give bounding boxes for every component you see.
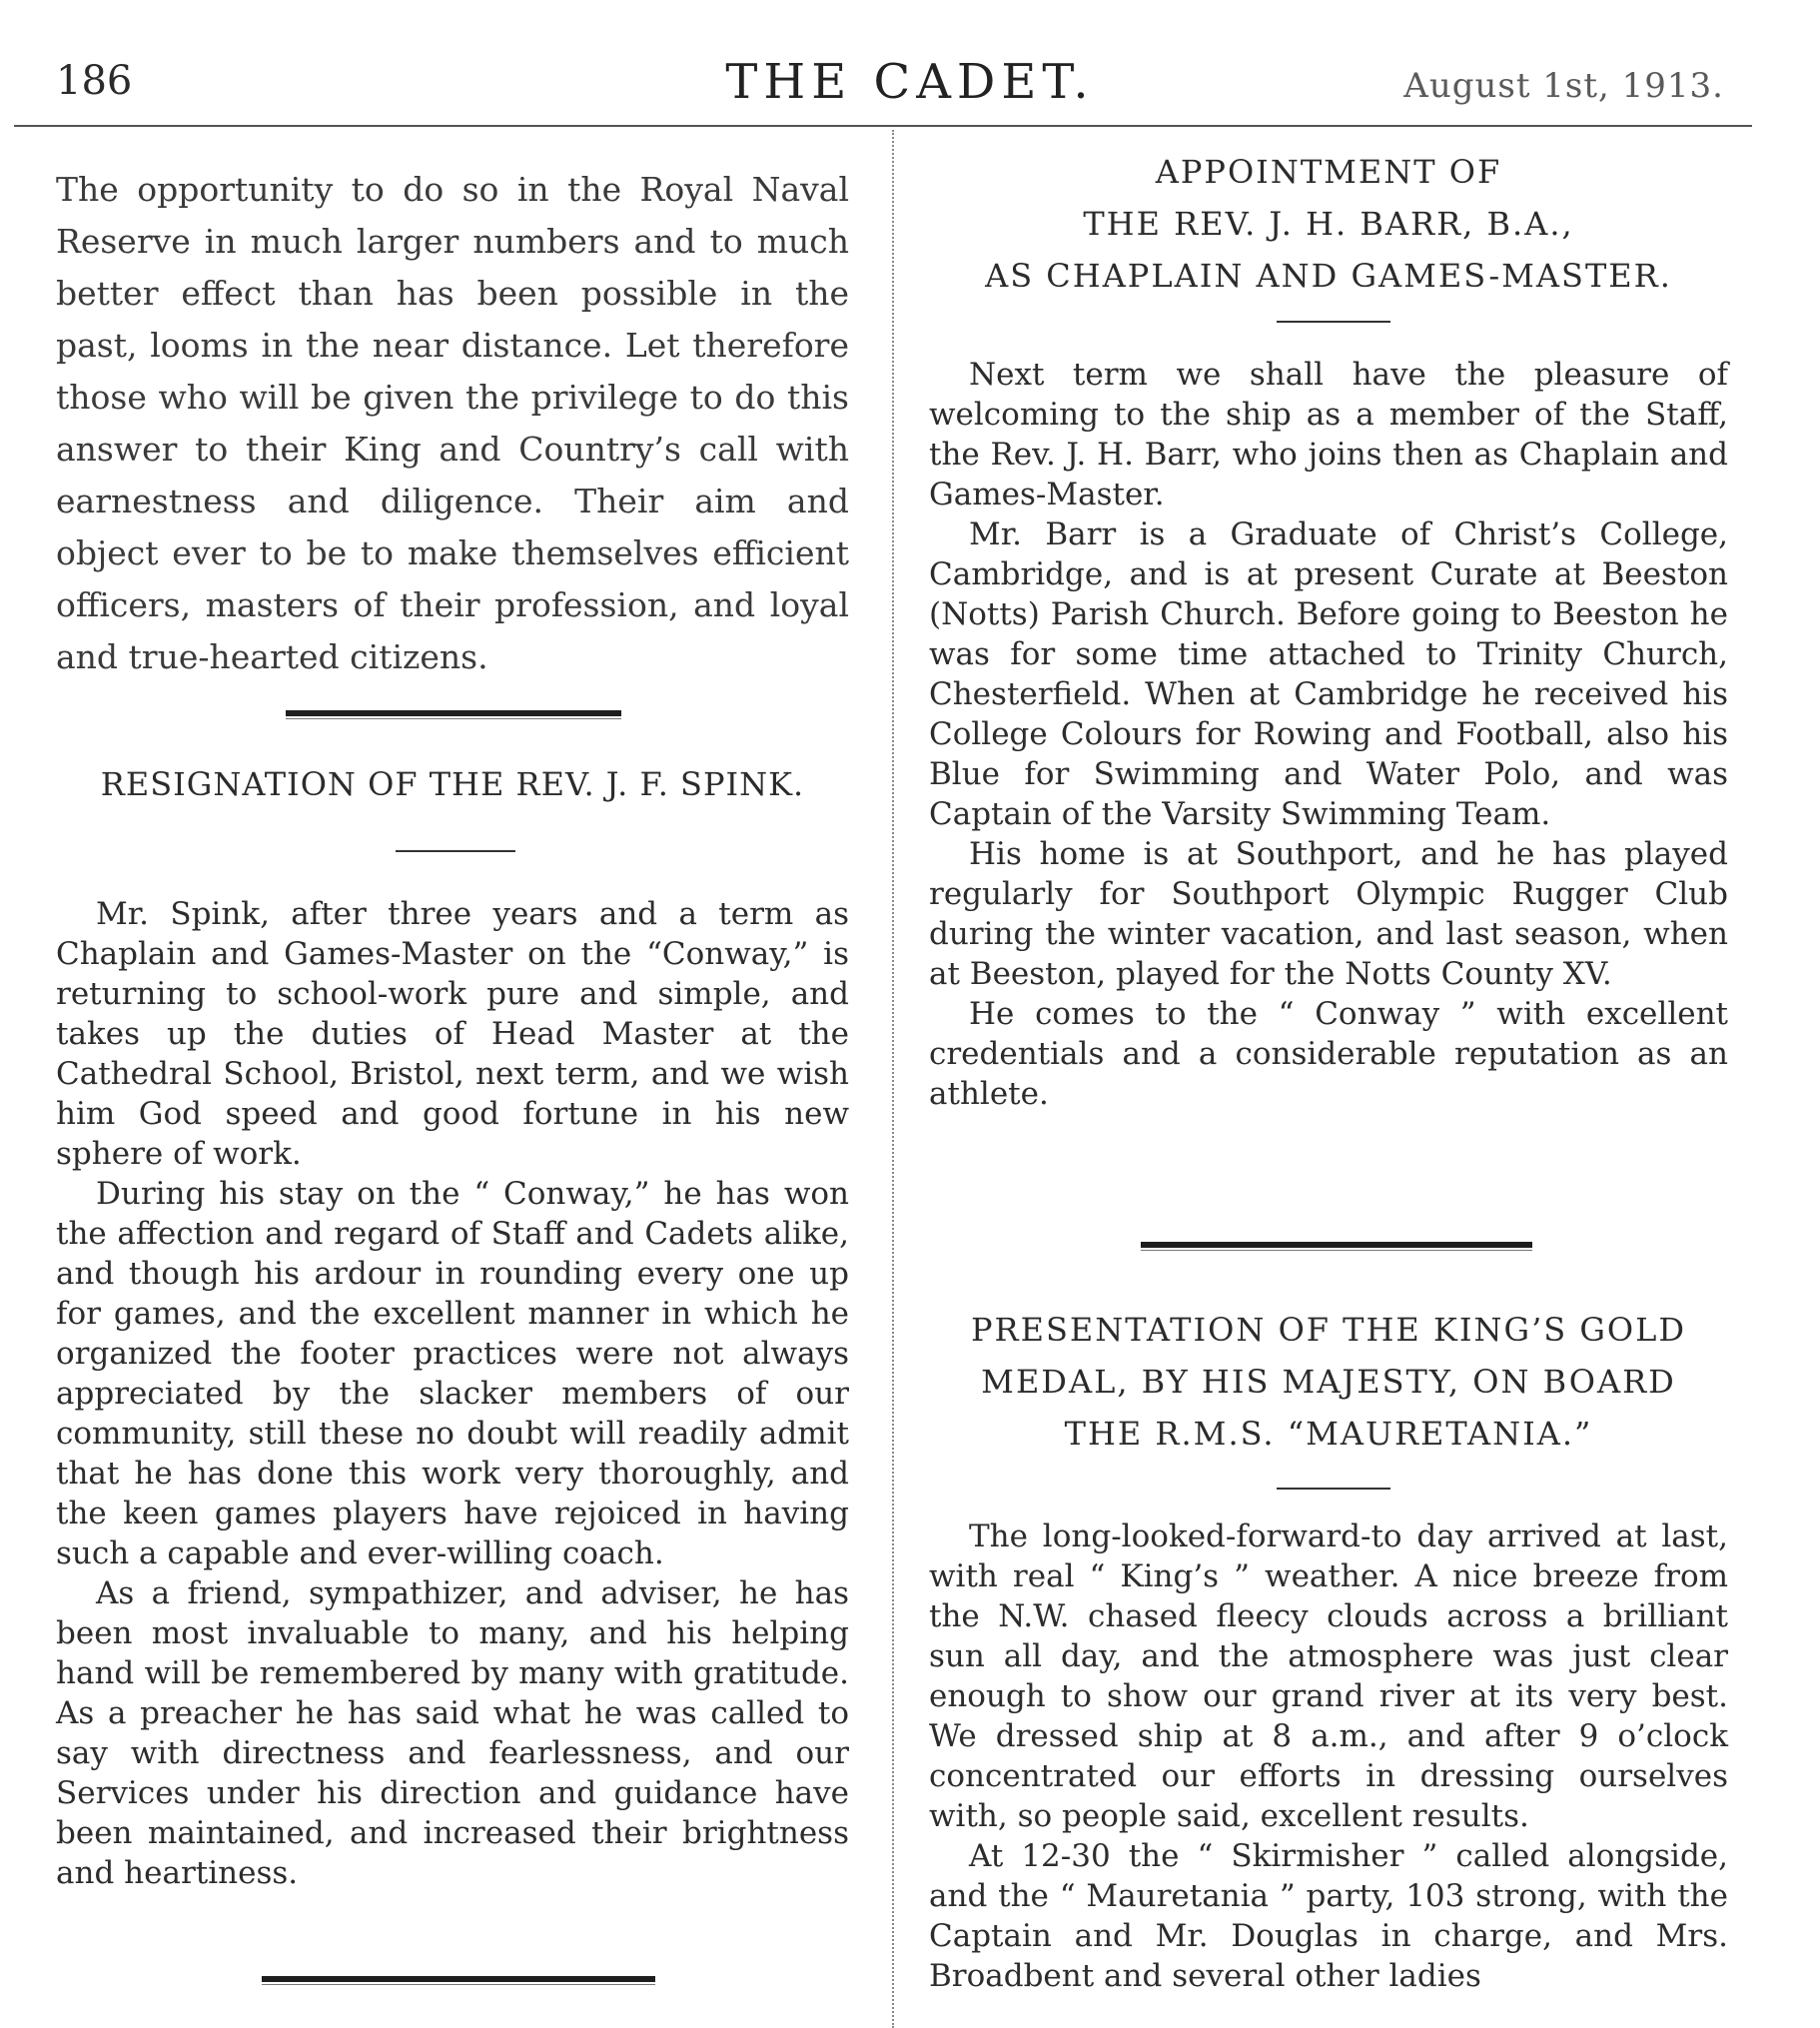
issue-date: August 1st, 1913. — [1403, 66, 1724, 106]
article-paragraph: As a friend, sympathizer, and adviser, he has been most invaluable to many, and his helping hand will be remembered by many with gratitude. As a preacher he has said what he was called to say with directness and fearlessness, and our Services under his direction and guidance have been maintained, and increased their brightness and heartiness. — [56, 1575, 849, 1891]
medal-article-body — [929, 1517, 1728, 1996]
spink-article-body — [56, 894, 849, 1893]
column-divider — [892, 130, 894, 2028]
publication-title: THE CADET. — [725, 54, 1095, 110]
section-separator-rule — [1141, 1242, 1532, 1248]
header-rule — [14, 125, 1752, 127]
article-paragraph: During his stay on the “ Conway,” he has won the affection and regard of Staff and Cadets alike, and though his ardour in rounding every one up for games, and the excellent manner in which he organized the footer practices were not always appreciated by the slacker members of our community, still these no doubt will readily admit that he has done this work very thoroughly, and the keen games players have rejoiced in having such a capable and ever-willing coach. — [56, 1176, 849, 1571]
barr-article-body — [929, 355, 1728, 1114]
heading-line: THE REV. J. H. BARR, B.A., — [1083, 205, 1574, 243]
heading-line: APPOINTMENT OF — [1155, 153, 1502, 191]
spink-article-heading: RESIGNATION OF THE REV. J. F. SPINK. — [100, 765, 805, 803]
section-separator-rule — [286, 710, 621, 716]
article-paragraph: Mr. Barr is a Graduate of Christ’s College, Cambridge, and is at present Curate at Beeston (Notts) Parish Church. Before going to Beeston he was for some time attached to Trinity Church, Chesterfield. When at Cambridge he received his College Colours for Rowing and Football, also his Blue for Swimming and Water Polo, and was Captain of the Varsity Swimming Team. — [929, 516, 1728, 832]
heading-line: AS CHAPLAIN AND GAMES-MASTER. — [985, 257, 1672, 295]
barr-article-heading — [929, 146, 1728, 302]
article-paragraph: Mr. Spink, after three years and a term as Chaplain and Games-Master on the “Conway,” is returning to school-work pure and simple, and takes up the duties of Head Master at the Cathedral School, Bristol, next term, and we wish him God speed and good fortune in his new sphere of work. — [56, 896, 849, 1172]
heading-underline-rule — [1277, 1488, 1390, 1490]
article-paragraph: His home is at Southport, and he has played regularly for Southport Olympic Rugger Club during the winter vacation, and last season, when at Beeston, played for the Notts County XV. — [929, 836, 1728, 992]
medal-article-heading — [929, 1304, 1728, 1460]
page-number: 186 — [56, 58, 133, 104]
heading-underline-rule — [1277, 321, 1390, 323]
article-paragraph: At 12-30 the “ Skirmisher ” called alongside, and the “ Mauretania ” party, 103 strong, with the Captain and Mr. Douglas in charge, and Mrs. Broadbent and several other ladies — [929, 1838, 1728, 1994]
lead-paragraph: The opportunity to do so in the Royal Naval Reserve in much larger numbers and to much better effect than has been possible in the past, looms in the near distance. Let therefore those who will be given the privilege to do this answer to their King and Country’s call with earnestness and diligence. Their aim and object ever to be to make themselves efficient officers, masters of their profession, and loyal and true-hearted citizens. — [56, 170, 849, 676]
heading-line: THE R.M.S. “MAURETANIA.” — [1064, 1415, 1593, 1453]
article-paragraph: The long-looked-forward-to day arrived at last, with real “ King’s ” weather. A nice breeze from the N.W. chased fleecy clouds across a brilliant sun all day, and the atmosphere was just clear enough to show our grand river at its very best. We dressed ship at 8 a.m., and after 9 o’clock concentrated our efforts in dressing ourselves with, so people said, excellent results. — [929, 1519, 1728, 1834]
heading-underline-rule — [396, 850, 515, 852]
article-paragraph: Next term we shall have the pleasure of welcoming to the ship as a member of the Staff, the Rev. J. H. Barr, who joins then as Chaplain and Games-Master. — [929, 357, 1728, 512]
heading-line: PRESENTATION OF THE KING’S GOLD — [970, 1311, 1687, 1349]
section-separator-rule — [262, 1976, 655, 1982]
article-paragraph: He comes to the “ Conway ” with excellent credentials and a considerable reputation as an athlete. — [929, 996, 1728, 1112]
heading-line: MEDAL, BY HIS MAJESTY, ON BOARD — [981, 1363, 1676, 1401]
